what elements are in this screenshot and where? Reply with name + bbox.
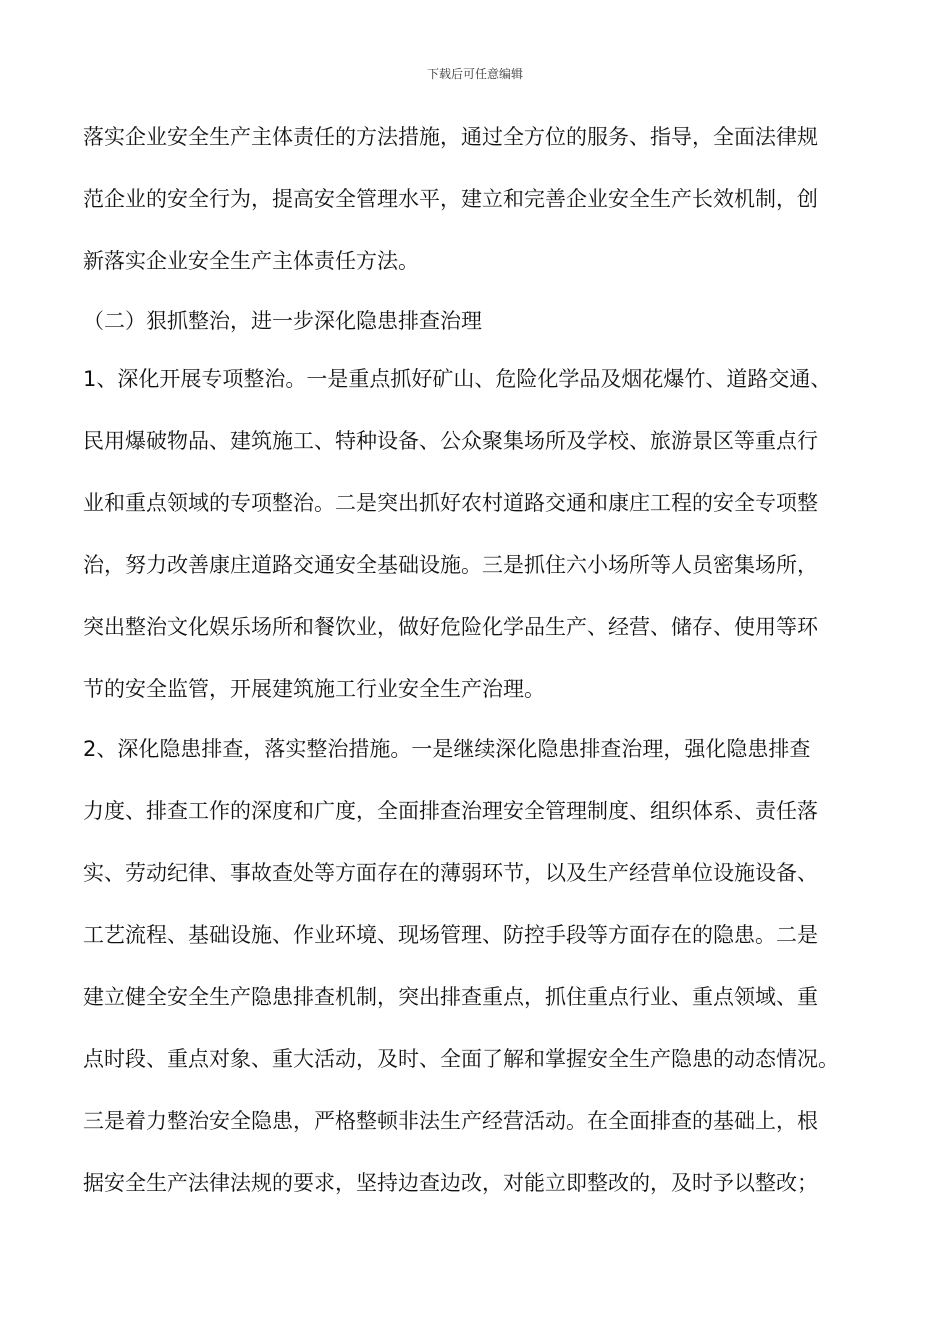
text-line: 实、劳动纪律、事故查处等方面存在的薄弱环节，以及生产经营单位设施设备、	[83, 861, 818, 885]
page-header: 下载后可任意编辑	[426, 67, 523, 81]
text-line: 力度、排查工作的深度和广度，全面排查治理安全管理制度、组织体系、责任落	[83, 799, 818, 823]
text-line: 据安全生产法律法规的要求，坚持边查边改，对能立即整改的，及时予以整改；	[83, 1171, 818, 1195]
text-line: 2、深化隐患排查，落实整治措施。一是继续深化隐患排查治理，强化隐患排查	[83, 737, 811, 761]
text-line: 三是着力整治安全隐患，严格整顿非法生产经营活动。在全面排查的基础上，根	[83, 1109, 818, 1133]
text-line: 点时段、重点对象、重大活动，及时、全面了解和掌握安全生产隐患的动态情况。	[83, 1047, 839, 1071]
text-line: 1、深化开展专项整治。一是重点抓好矿山、危险化学品及烟花爆竹、道路交通、	[83, 367, 832, 391]
text-line: 业和重点领域的专项整治。二是突出抓好农村道路交通和康庄工程的安全专项整	[83, 491, 818, 515]
text-line: 突出整治文化娱乐场所和餐饮业，做好危险化学品生产、经营、储存、使用等环	[83, 615, 818, 639]
section-heading: （二）狠抓整治，进一步深化隐患排查治理	[83, 309, 482, 333]
text-line: 治，努力改善康庄道路交通安全基础设施。三是抓住六小场所等人员密集场所，	[83, 553, 818, 577]
text-line: 新落实企业安全生产主体责任方法。	[83, 249, 419, 273]
text-line: 落实企业安全生产主体责任的方法措施，通过全方位的服务、指导，全面法律规	[83, 125, 818, 149]
text-line: 民用爆破物品、建筑施工、特种设备、公众聚集场所及学校、旅游景区等重点行	[83, 429, 818, 453]
text-line: 节的安全监管，开展建筑施工行业安全生产治理。	[83, 677, 545, 701]
text-line: 建立健全安全生产隐患排查机制，突出排查重点，抓住重点行业、重点领域、重	[83, 985, 818, 1009]
text-line: 工艺流程、基础设施、作业环境、现场管理、防控手段等方面存在的隐患。二是	[83, 923, 818, 947]
text-line: 范企业的安全行为，提高安全管理水平，建立和完善企业安全生产长效机制，创	[83, 187, 818, 211]
